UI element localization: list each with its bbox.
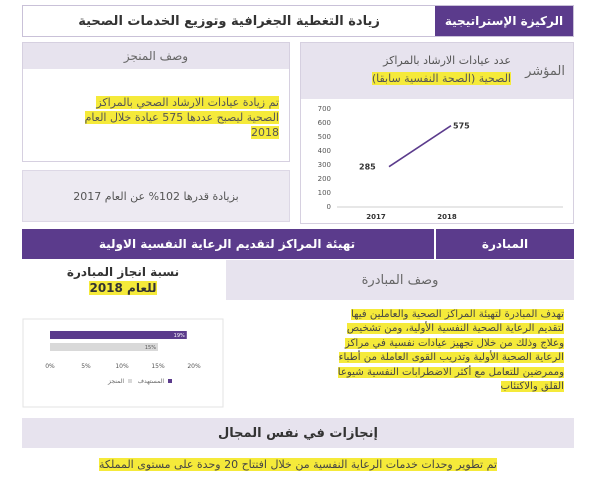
achievement-line2: الصحية ليصبح عددها 575 عيادة خلال العام bbox=[84, 111, 279, 124]
initiative-label: المبادرة bbox=[481, 237, 529, 251]
legend-label-target: المستهدف bbox=[137, 378, 164, 385]
y-tick: 200 bbox=[317, 175, 331, 183]
data-label-2018: 575 bbox=[453, 121, 470, 131]
y-axis-ticks bbox=[318, 105, 331, 211]
related-header: إنجازات في نفس المجال bbox=[22, 418, 574, 448]
bar-achieved-label: 15% bbox=[144, 345, 156, 351]
initiative-desc-line: القلق والاكتئاب bbox=[500, 381, 564, 393]
indicator-name-line1: عدد عيادات الارشاد بالمراكز bbox=[383, 54, 511, 67]
achievement-line1: تم زيادة عيادات الارشاد الصحي بالمراكز bbox=[96, 96, 279, 109]
legend bbox=[107, 378, 172, 385]
x-tick: 20% bbox=[187, 363, 201, 370]
pillar-title: زيادة التغطية الجغرافية وتوزيع الخدمات الصحية bbox=[78, 13, 380, 29]
legend-swatch-target bbox=[168, 379, 172, 383]
y-tick: 700 bbox=[317, 105, 331, 113]
x-tick-2017: 2017 bbox=[366, 213, 386, 221]
y-tick: 400 bbox=[317, 147, 331, 155]
progress-title bbox=[22, 264, 224, 296]
indicator-name-line2: الصحية (الصحة النفسية سابقا) bbox=[371, 72, 511, 85]
initiative-bar bbox=[22, 229, 574, 259]
bar-target bbox=[50, 331, 187, 339]
indicator-header bbox=[301, 43, 573, 99]
bar-target-label: 19% bbox=[173, 333, 185, 339]
initiative-desc-text bbox=[240, 308, 564, 394]
data-label-2017: 285 bbox=[359, 162, 376, 172]
initiative-divider bbox=[434, 229, 436, 259]
y-tick: 300 bbox=[317, 161, 331, 169]
x-tick: 10% bbox=[115, 363, 129, 370]
y-tick: 100 bbox=[317, 189, 331, 197]
indicator-panel bbox=[300, 42, 574, 224]
pillar-bar bbox=[22, 5, 574, 37]
progress-title-line1: نسبة انجاز المبادرة bbox=[66, 265, 180, 279]
y-tick: 0 bbox=[326, 203, 331, 211]
related-text-box bbox=[22, 450, 574, 478]
initiative-desc-line: الرعاية الصحية الأولية وتدريب القوى العاملة من أطباء bbox=[338, 352, 564, 364]
progress-title-line2: للعام 2018 bbox=[89, 281, 157, 295]
achievement-increase: بزيادة قدرها 102% عن العام 2017 bbox=[22, 170, 290, 222]
y-tick: 600 bbox=[317, 119, 331, 127]
initiative-desc-line: وممرضين للتعامل مع أكثر الاضطرابات النفسية شيوعا bbox=[337, 366, 564, 378]
pillar-label: الركيزة الإستراتيجية bbox=[435, 6, 573, 36]
legend-swatch-achieved bbox=[128, 379, 132, 383]
x-tick-2018: 2018 bbox=[437, 213, 457, 221]
indicator-name bbox=[311, 52, 511, 88]
legend-label-achieved: المنجز bbox=[108, 378, 124, 385]
initiative-desc-line: تهدف المبادرة لتهيئة المراكز الصحية والعاملين فيها bbox=[350, 309, 564, 320]
initiative-desc-line: لتقديم الرعاية الصحية النفسية الأولية، ومن تشخيص bbox=[346, 323, 564, 335]
achievement-text bbox=[41, 95, 279, 140]
initiative-title: تهيئة المراكز لتقديم الرعاية النفسية الاولية bbox=[98, 237, 356, 251]
x-tick: 15% bbox=[151, 363, 165, 370]
x-tick: 0% bbox=[45, 363, 55, 370]
x-tick: 5% bbox=[81, 363, 91, 370]
y-tick: 500 bbox=[317, 133, 331, 141]
indicator-line-chart bbox=[301, 99, 573, 223]
related-text: تم تطوير وحدات خدمات الرعاية النفسية من خلال افتتاح 20 وحدة على مستوى المملكة bbox=[99, 457, 497, 471]
series-line bbox=[389, 126, 451, 167]
progress-panel bbox=[22, 260, 224, 408]
initiative-desc-header: وصف المبادرة bbox=[226, 260, 574, 300]
bar-achieved bbox=[50, 343, 158, 351]
progress-bar-chart bbox=[22, 318, 224, 408]
initiative-desc-line: وعلاج وذلك من خلال تجهيز عيادات نفسية في مراكز bbox=[344, 337, 564, 349]
achievement-panel bbox=[22, 42, 290, 162]
initiative-desc-panel bbox=[226, 260, 574, 408]
achievement-line3: 2018 bbox=[251, 126, 279, 139]
achievement-header: وصف المنجز bbox=[23, 43, 289, 69]
indicator-label: المؤشر bbox=[525, 63, 565, 79]
